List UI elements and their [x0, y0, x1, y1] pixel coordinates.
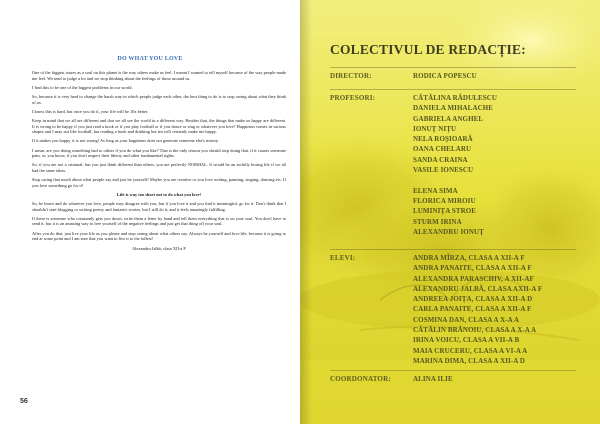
staff-name: DANIELA MIHALACHE [413, 104, 494, 113]
staff-name: NELA ROȘIOARĂ [413, 135, 473, 144]
student-name: ANDREEA JOIȚA, CLASA A XII-A D [413, 295, 533, 304]
right-page [300, 0, 600, 424]
staff-name: ELENA SIMA [413, 186, 458, 195]
divider-line [330, 370, 576, 371]
staff-name: SANDA CRAINA [413, 155, 468, 164]
role-label-director: DIRECTOR: [330, 72, 372, 80]
student-name: CĂTĂLIN BRĂNOIU, CLASA A X-A A [413, 326, 537, 335]
article-title: DO WHAT YOU LOVE [117, 56, 183, 62]
student-name: COSMINA DAN, CLASA A X-A A [413, 315, 520, 324]
director-names [413, 71, 477, 81]
student-name: ANDRA PANAITE, CLASA A XII-A F [413, 264, 532, 273]
article-paragraph: After you do that, just live your life as you please and stop caring about what others say. Always be yourself and love life, because it is going to end at some point and I am sure that you want to live it to the fullest! [32, 230, 286, 242]
article-paragraph: So, because it is very hard to change the harsh way in which people judge each other, the best thing to do is to stop caring about what they think of us. [32, 93, 286, 105]
article-paragraph: Stop caring that much about what people say and just be yourself! Maybe you are creative or you love writing, painting, singing, dancing etc. If you love something go for it! [32, 177, 286, 188]
student-name: ALEXANDRU JALBĂ, CLASA AXII-A F [413, 284, 543, 293]
student-name: ALEXANDRA PARASCHIV, A XII-AF [413, 274, 534, 283]
masthead-title: COLECTIVUL DE REDACȚIE: [330, 42, 526, 57]
divider-line [330, 89, 576, 90]
divider-line [330, 67, 576, 68]
student-name: ANDRA MÎRZA, CLASA A XII-A F [413, 254, 525, 262]
page-number: 56 [20, 398, 28, 405]
role-label-elevi: ELEVI: [330, 254, 356, 262]
article-highlight: Life is way too short not to do what you love! [116, 191, 202, 197]
staff-name: IONUȚ NIȚU [413, 124, 457, 133]
staff-name: CĂTĂLINA RĂDULESCU [413, 94, 498, 102]
role-label-profesori: PROFESORI: [330, 94, 376, 102]
staff-name-spacer [413, 175, 497, 185]
article-paragraph: If there is someone who constantly gets you down, write them a letter by hand and tell them everything that is on your soul. You don't have to send it, but it is an amazing way to free yourself of the negative feelings and just get that thing off your soul. [32, 215, 286, 227]
coordonator-names [413, 374, 453, 384]
staff-name: VASILE IONESCU [413, 166, 474, 175]
article-paragraph: So, be brave and do whatever you love, people may disagree with you, but if you love it and you find it meaningful, go for it. Don't think that I shouldn't start blogging or writing poetry and fantastic stories, but I still do it, and it feels amazingly fulfilling. [32, 201, 286, 212]
article-paragraph: One of the biggest issues as a soul on this planet is the way others make us feel. I meant I wanted to tell myself because of the way people made me feel. We tend to judge a lot and we stop thinking about the feelings of those around us. [32, 70, 286, 81]
article-paragraph: I mean, are you doing something bad to others if you do what you like? That is the only reason you should stop doing that, if it causes someone pain, or, you know, if you don't respect their liberty and other fundamental rights. [32, 147, 286, 159]
editorial-masthead [300, 0, 600, 424]
staff-name: FLORICA MIROIU [413, 196, 476, 205]
student-name: MARINA DIMA, CLASA A XII-A D [413, 356, 526, 365]
role-label-coordonator: COORDONATOR: [330, 375, 391, 383]
student-name: IRINA VOICU, CLASA A VII-A B [413, 336, 520, 345]
student-name: MAIA CRUCERU, CLASA A VI-A A [413, 346, 528, 355]
article-paragraph: I know this is hard, but once you do it, your life will be 10x better. [32, 108, 149, 114]
staff-name: LUMINIȚA STROE [413, 207, 477, 216]
staff-name: GABRIELA ANGHEL [413, 114, 484, 123]
divider-line [330, 249, 576, 250]
article-paragraph: I find this to be one of the biggest problems in our world. [32, 84, 133, 90]
staff-name: STURM IRINA [413, 217, 462, 226]
staff-name: ALEXANDRU IONUȚ [413, 227, 484, 236]
elevi-names [413, 253, 542, 366]
student-name: CARLA PANAITE, CLASA A XII-A F [413, 305, 532, 314]
profesori-names [413, 93, 497, 237]
article-paragraph: So, if you are not a criminal, but you just think different than others, you are perfectly NORMAL. It would be an awfully boring life if we all had the same ideas. [32, 162, 286, 173]
article-paragraph: If it makes you happy, it is not wrong! As long as your happiness does not generate someone else's misery. [32, 138, 219, 144]
staff-name: RODICA POPESCU [413, 72, 477, 80]
article-body [32, 70, 286, 255]
article-signature: Alexandru Jalbă, clasa XII-a F [132, 245, 186, 251]
staff-name: OANA CHELARU [413, 145, 472, 154]
staff-name: ALINA ILIE [413, 375, 453, 383]
article-paragraph: Keep in mind that we all are different and that we all see the world in a different way. Besides that, the things that make us happy are different. It is wrong to be happy if you just read a book or if you play football or if you dance or sing or whatever you love? Happiness comes in various shapes and I may not like football, but reading a book and drinking hot tea will certainly make me happy. [32, 117, 286, 135]
